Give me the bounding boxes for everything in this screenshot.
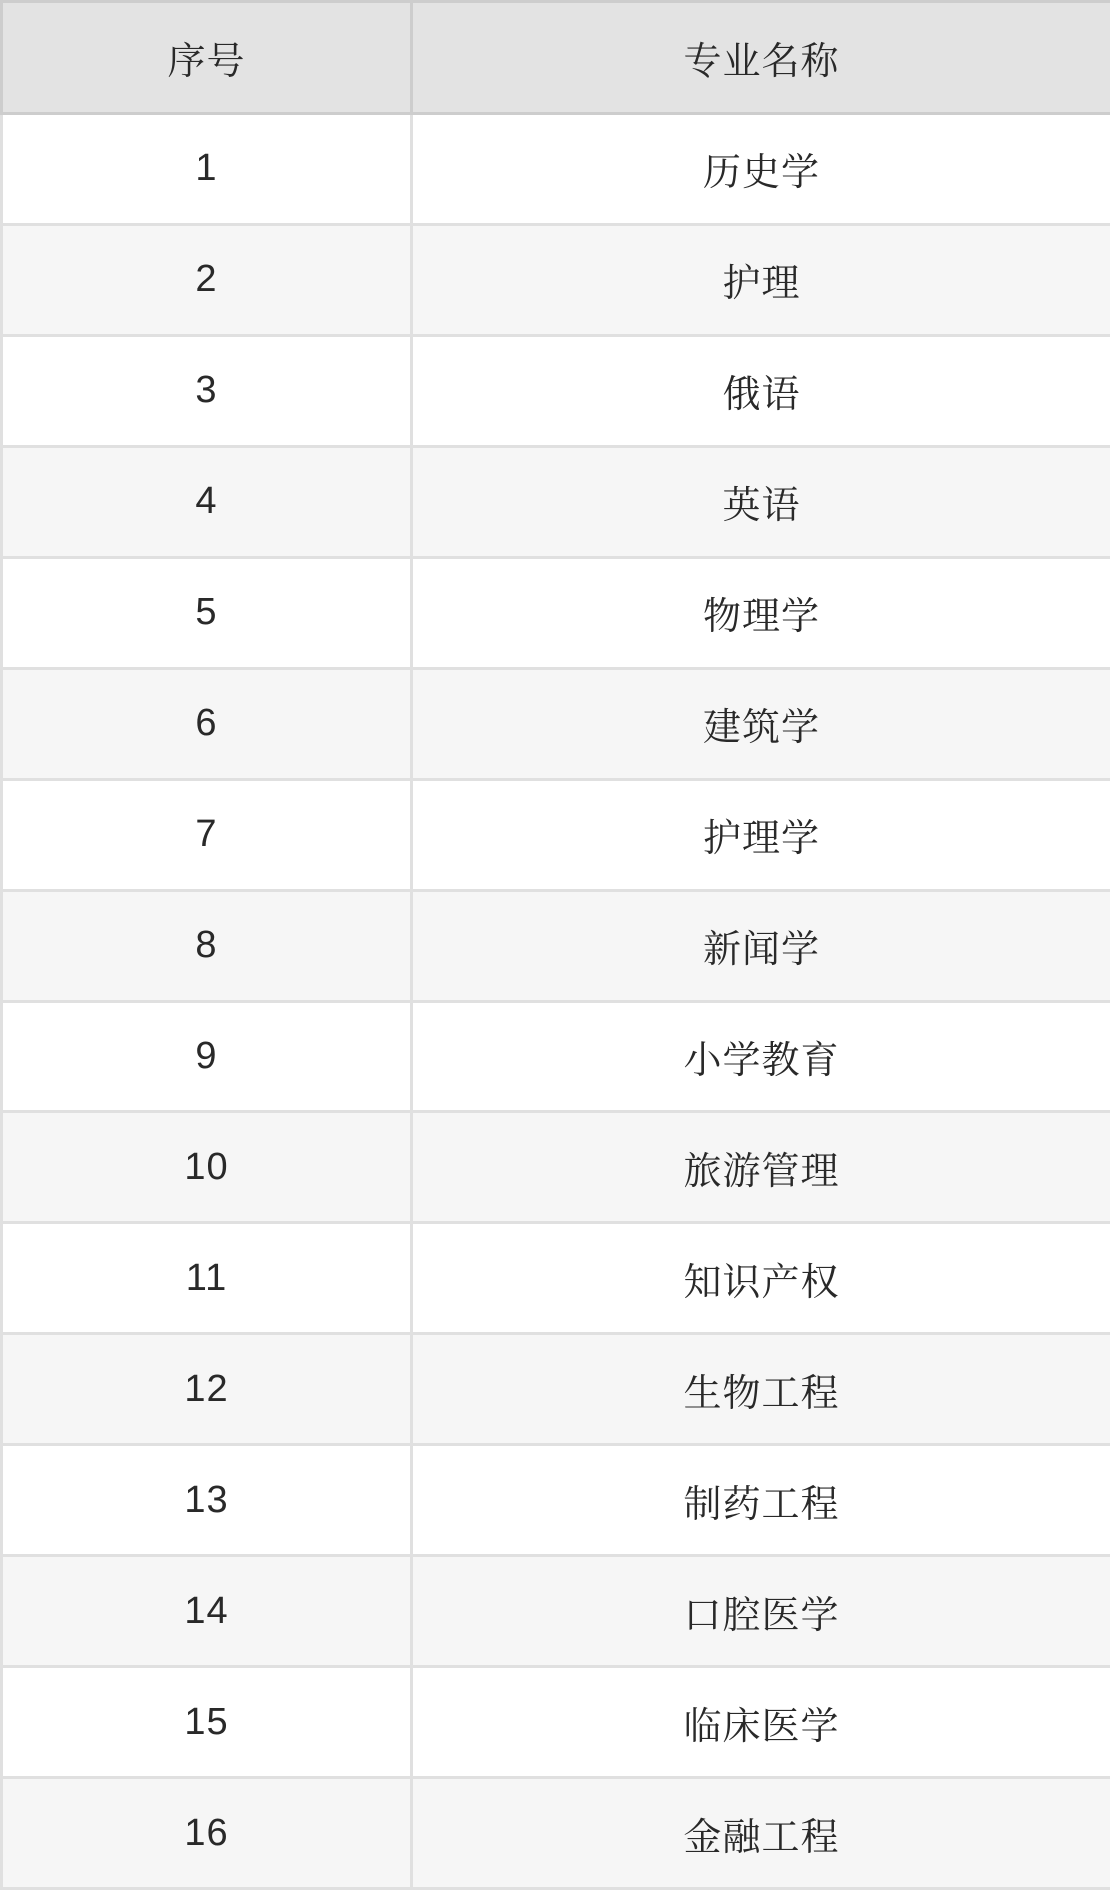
cell-index: 15	[2, 1667, 412, 1778]
cell-index: 14	[2, 1556, 412, 1667]
cell-major: 历史学	[412, 114, 1110, 225]
cell-index: 11	[2, 1223, 412, 1334]
table-row	[2, 1778, 1110, 1889]
cell-index: 16	[2, 1778, 412, 1889]
cell-index: 3	[2, 335, 412, 446]
cell-index: 7	[2, 779, 412, 890]
cell-index: 8	[2, 890, 412, 1001]
table-row	[2, 779, 1110, 890]
table-row	[2, 114, 1110, 225]
cell-index: 6	[2, 668, 412, 779]
table-row	[2, 1334, 1110, 1445]
cell-major: 口腔医学	[412, 1556, 1110, 1667]
table-row	[2, 1001, 1110, 1112]
table-header-row	[2, 2, 1110, 114]
table-row	[2, 446, 1110, 557]
column-header-major: 专业名称	[412, 2, 1110, 114]
table-row	[2, 557, 1110, 668]
cell-major: 俄语	[412, 335, 1110, 446]
cell-index: 4	[2, 446, 412, 557]
cell-index: 1	[2, 114, 412, 225]
cell-major: 护理	[412, 224, 1110, 335]
cell-index: 12	[2, 1334, 412, 1445]
cell-major: 生物工程	[412, 1334, 1110, 1445]
cell-major: 小学教育	[412, 1001, 1110, 1112]
cell-major: 英语	[412, 446, 1110, 557]
cell-major: 新闻学	[412, 890, 1110, 1001]
table-row	[2, 1445, 1110, 1556]
table-row	[2, 668, 1110, 779]
cell-major: 物理学	[412, 557, 1110, 668]
cell-index: 9	[2, 1001, 412, 1112]
table-row	[2, 1556, 1110, 1667]
column-header-index: 序号	[2, 2, 412, 114]
table-row	[2, 1223, 1110, 1334]
table-row	[2, 224, 1110, 335]
cell-major: 制药工程	[412, 1445, 1110, 1556]
cell-index: 10	[2, 1112, 412, 1223]
table-row	[2, 1667, 1110, 1778]
cell-index: 2	[2, 224, 412, 335]
cell-index: 13	[2, 1445, 412, 1556]
cell-major: 知识产权	[412, 1223, 1110, 1334]
cell-major: 旅游管理	[412, 1112, 1110, 1223]
cell-major: 临床医学	[412, 1667, 1110, 1778]
table-row	[2, 890, 1110, 1001]
cell-major: 建筑学	[412, 668, 1110, 779]
cell-index: 5	[2, 557, 412, 668]
table-row	[2, 1112, 1110, 1223]
cell-major: 金融工程	[412, 1778, 1110, 1889]
cell-major: 护理学	[412, 779, 1110, 890]
table-row	[2, 335, 1110, 446]
